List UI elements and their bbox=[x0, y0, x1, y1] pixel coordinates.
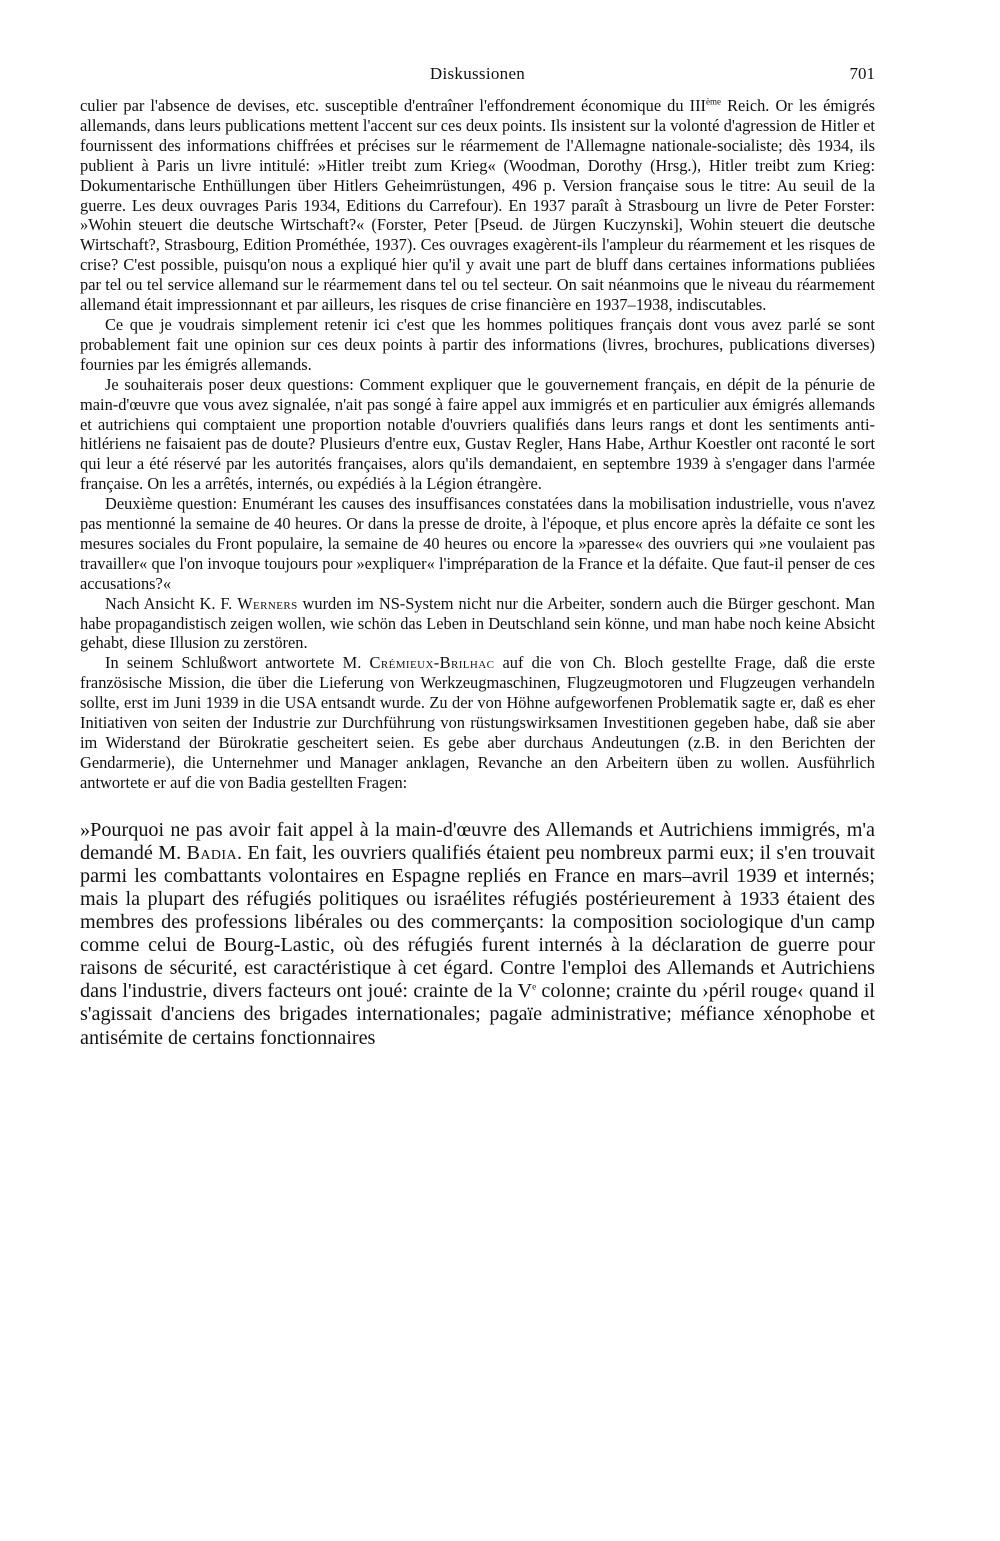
quote-text-middle: . En fait, les ouvriers qualifiés étaient peu nombreux parmi eux; il s'en trouvait parmi les combattants volontaires en Espagne repliés en France en mars–avril 1939 et internés; mais la plupart des réfugiés politiques ou israélites réfugiés postérieurement à 1933 étaient des membres des professions libérales ou des commerçants: la composition sociologique d'un camp comme celui de Bourg-Lastic, où des réfugiés furent internés à la déclaration de guerre pour raisons de sécurité, est caractéristique à cet égard. Contre l'emploi des Allemands et Autrichiens dans l'industrie, divers facteurs ont joué: crainte de la V bbox=[80, 841, 875, 1003]
paragraph-6-text-rest: auf die von Ch. Bloch gestellte Frage, daß die erste französische Mission, die über die Lieferung von Werkzeugmaschinen, Flugzeugmotoren und Flugzeugen verhandeln sollte, erst im Juni 1939 in die USA entsandt wurde. Zu der von Höhne aufgeworfenen Problematik sagte er, daß es eher Initiativen von seiten der Industrie zur Durchführung von rüstungswirksamen Investitionen gegeben habe, daß sie aber im Widerstand der Bürokratie gescheitert seien. Es gebe aber durchaus Andeutungen (z.B. in den Berichten der Gendarmerie), die Unternehmer und Manager anklagen, Revanche an den Arbeitern üben zu wollen. Ausführlich antwortete er auf die von Badia gestellten Fragen: bbox=[80, 653, 875, 792]
paragraph-5 bbox=[80, 594, 875, 654]
block-quote bbox=[80, 819, 875, 1050]
speaker-name: Badia bbox=[186, 841, 237, 864]
paragraph-6-text: In seinem Schlußwort antwortete M. bbox=[105, 653, 370, 673]
paragraph-5-text-rest: wurden im NS-System nicht nur die Arbeiter, sondern auch die Bürger geschont. Man habe propagandistisch zeigen wollen, wie schön das Leben in Deutschland sein könne, und man habe noch keine Absicht gehabt, diese Illusion zu zerstören. bbox=[80, 593, 875, 653]
paragraph-5-text: Nach Ansicht K. F. bbox=[105, 593, 238, 613]
paragraph-3: Je souhaiterais poser deux questions: Comment expliquer que le gouvernement français, en dépit de la pénurie de main-d'œuvre que vous avez signalée, n'ait pas songé à faire appel aux immigrés et en particulier aux émigrés allemands et autrichiens qui comptaient une proportion notable d'ouvriers qualifiés dans leurs rangs et dont les sentiments anti-hitlériens ne faisaient pas de doute? Plusieurs d'entre eux, Gustav Regler, Hans Habe, Arthur Koestler ont raconté le sort qui leur a été réservé par les autorités françaises, alors qu'ils demandaient, en septembre 1939 à s'engager dans l'armée française. On les a arrêtés, internés, ou expédiés à la Légion étrangère. bbox=[80, 374, 875, 494]
paragraph-4: Deuxième question: Enumérant les causes des insuffisances constatées dans la mobilisation industrielle, vous n'avez pas mentionné la semaine de 40 heures. Or dans la presse de droite, à l'époque, et plus encore après la défaite ce sont les mesures sociales du Front populaire, la semaine de 40 heures ou encore la »paresse« des ouvriers qui »ne voulaient pas travailler« que l'on invoque toujours pour »expliquer« l'impréparation de la France et la défaite. Que faut-il penser de ces accusations?« bbox=[80, 494, 875, 593]
quote-text: »Pourquoi ne pas avoir fait appel à la main-d'œuvre des Allemands et Autrichiens immigrés, m'a demandé M. bbox=[80, 818, 875, 864]
running-title: Diskussionen bbox=[429, 64, 526, 83]
speaker-name: Crémieux-Brilhac bbox=[369, 653, 495, 673]
paragraph-1-text: culier par l'absence de devises, etc. susceptible d'entraîner l'effondrement économique du III bbox=[80, 96, 706, 115]
superscript: ème bbox=[706, 96, 721, 107]
body-text bbox=[80, 96, 875, 793]
document-page bbox=[80, 62, 875, 1050]
speaker-name: Werners bbox=[237, 593, 298, 613]
paragraph-6 bbox=[80, 653, 875, 792]
quote-paragraph bbox=[80, 819, 875, 1050]
quote-text-end: colonne; crainte du ›péril rouge‹ quand il s'agissait d'anciens des brigades internationales; pagaïe administrative; méfiance xénophobe et antisémite de certains fonctionnaires bbox=[80, 980, 876, 1049]
paragraph-1 bbox=[80, 96, 875, 315]
page-number: 701 bbox=[849, 64, 875, 83]
paragraph-2: Ce que je voudrais simplement retenir ici c'est que les hommes politiques français dont vous avez parlé se sont probablement fait une opinion sur ces deux points à partir des informations (livres, brochures, publications diverses) fournies par les émigrés allemands. bbox=[80, 314, 875, 374]
page-header bbox=[80, 62, 875, 90]
superscript: e bbox=[532, 981, 537, 992]
paragraph-1-text-rest: Reich. Or les émigrés allemands, dans leurs publications mettent l'accent sur ces deux points. Ils insistent sur la volonté d'agression de Hitler et fournissent des informations chiffrées et précises sur le réarmement de l'Allemagne nationale-socialiste; dès 1934, ils publient à Paris un livre intitulé: »Hitler treibt zum Krieg« (Woodman, Dorothy (Hrsg.), Hitler treibt zum Krieg: Dokumentarische Enthüllungen über Hitlers Geheimrüstungen, 496 p. Version française sous le titre: Au seuil de la guerre. Les deux ouvrages Paris 1934, Editions du Carrefour). En 1937 paraît à Strasbourg un livre de Peter Forster: »Wohin steuert die deutsche Wirtschaft?« (Forster, Peter [Pseud. de Jürgen Kuczynski], Wohin steuert die deutsche Wirtschaft?, Strasbourg, Edition Prométhée, 1937). Ces ouvrages exagèrent-ils l'ampleur du réarmement et les risques de crise? C'est possible, puisqu'on nous a expliqué hier qu'il y avait une part de bluff dans certaines informations publiées par tel ou tel service allemand sur le réarmement dans tel ou tel secteur. On sait néanmoins que le niveau du réarmement allemand était impressionnant et par ailleurs, les risques de crise financière en 1937–1938, indiscutables. bbox=[80, 96, 875, 315]
